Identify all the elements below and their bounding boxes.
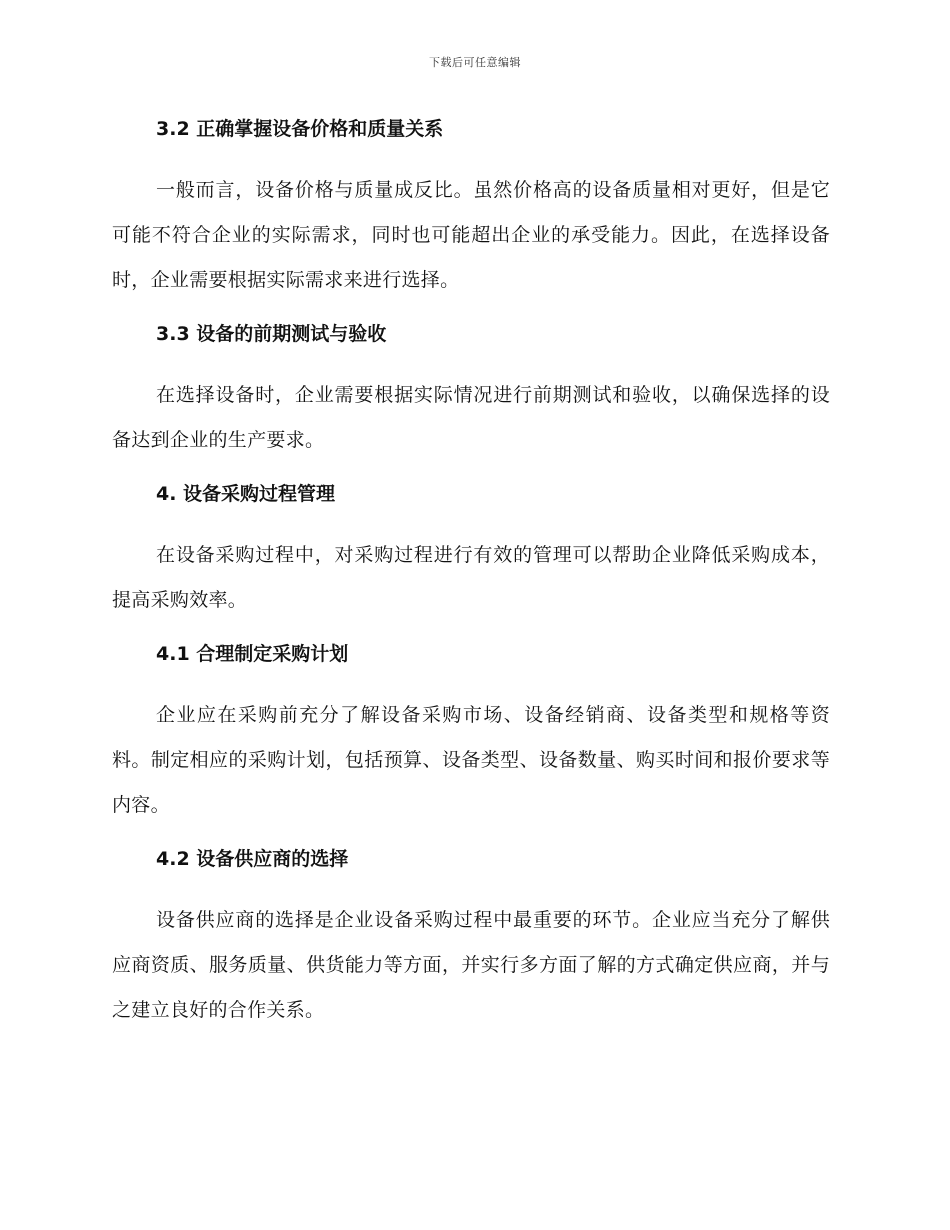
- section-heading-3-3: 3.3 设备的前期测试与验收: [156, 323, 387, 345]
- section-paragraph-4-1: 企业应在采购前充分了解设备采购市场、设备经销商、设备类型和规格等资料。制定相应的采购计划，包括预算、设备类型、设备数量、购买时间和报价要求等内容。: [112, 704, 830, 816]
- section-heading-4: 4. 设备采购过程管理: [156, 483, 336, 505]
- document-body: [112, 112, 830, 1033]
- section-heading-3-2: 3.2 正确掌握设备价格和质量关系: [156, 118, 444, 140]
- section-paragraph-3-3: 在选择设备时，企业需要根据实际情况进行前期测试和验收，以确保选择的设备达到企业的生产要求。: [112, 384, 830, 451]
- section-heading-4-2: 4.2 设备供应商的选择: [156, 848, 349, 870]
- page-header: 下载后可任意编辑: [429, 56, 521, 69]
- section-paragraph-4-2: 设备供应商的选择是企业设备采购过程中最重要的环节。企业应当充分了解供应商资质、服务质量、供货能力等方面，并实行多方面了解的方式确定供应商，并与之建立良好的合作关系。: [112, 909, 830, 1021]
- section-paragraph-3-2: 一般而言，设备价格与质量成反比。虽然价格高的设备质量相对更好，但是它可能不符合企业的实际需求，同时也可能超出企业的承受能力。因此，在选择设备时，企业需要根据实际需求来进行选择。: [112, 179, 830, 291]
- section-paragraph-4: 在设备采购过程中，对采购过程进行有效的管理可以帮助企业降低采购成本，提高采购效率。: [112, 544, 830, 611]
- section-heading-4-1: 4.1 合理制定采购计划: [156, 643, 349, 665]
